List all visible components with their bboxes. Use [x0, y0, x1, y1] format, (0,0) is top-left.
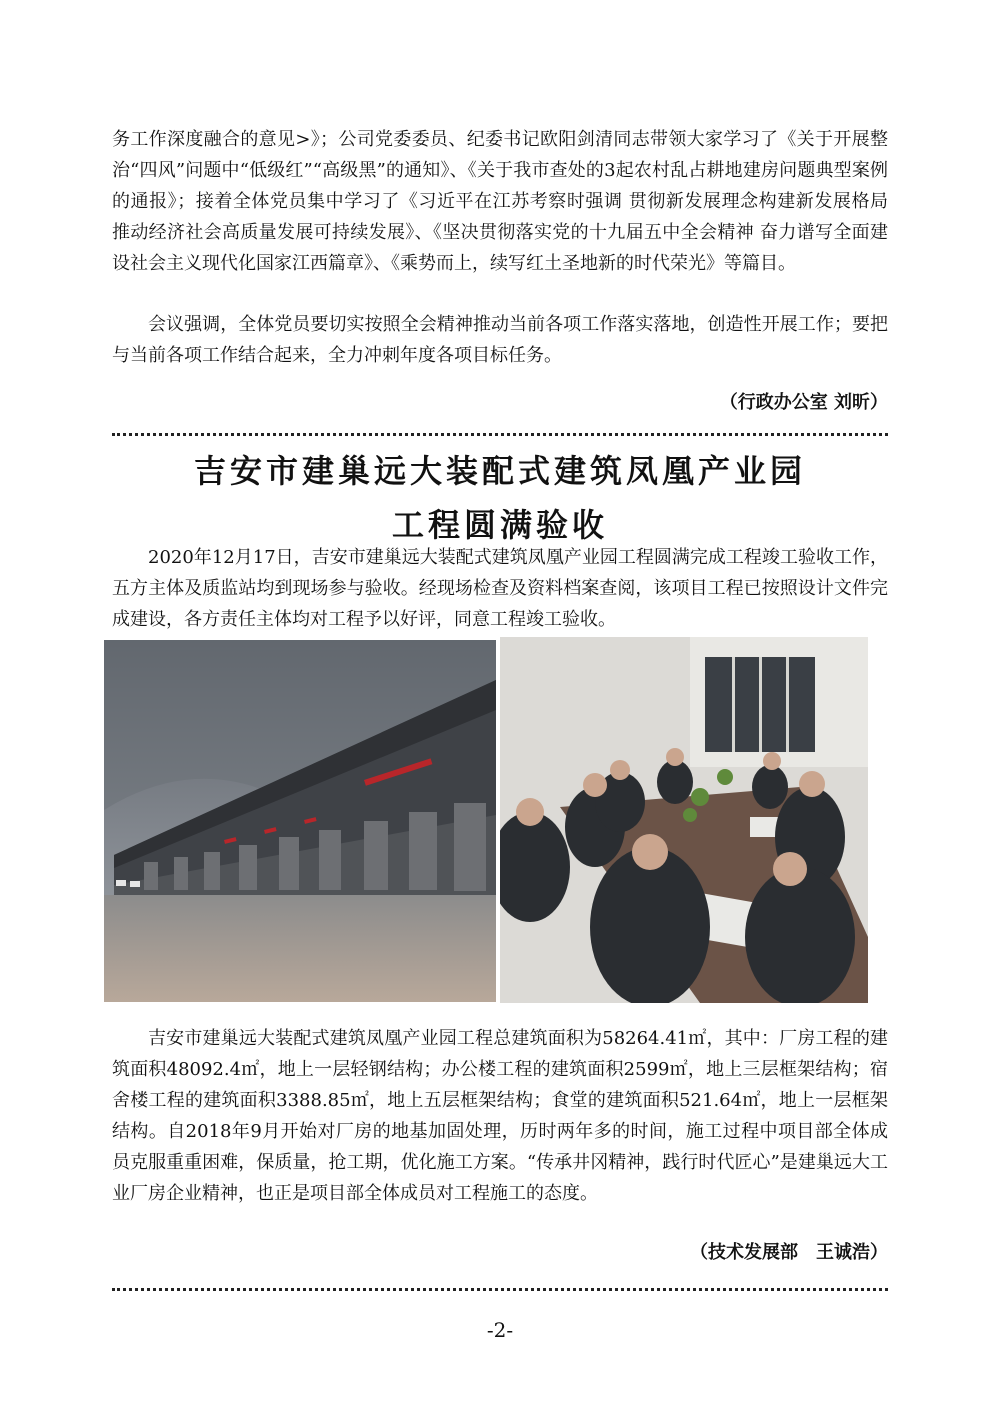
top-article-paragraph-1: 务工作深度融合的意见>》；公司党委委员、纪委书记欧阳剑清同志带领大家学习了《关于开展整治“四风”问题中“低级红”“高级黑”的通知》、《关于我市查处的3起农村乱占耕地建房问题典型案例的通报》；接着全体党员集中学习了《习近平在江苏考察时强调 贯彻新发展理念构建新发展格局 推动经济社会高质量发展可持续发展》、《坚决贯彻落实党的十九届五中全会精神 奋力谱写全面建设社会主义现代化国家江西篇章》、《乘势而上，续写红土圣地新的时代荣光》等篇目。 — [112, 129, 888, 274]
article-paragraph-1: 2020年12月17日，吉安市建巢远大装配式建筑凤凰产业园工程圆满完成工程竣工验收工作，五方主体及质监站均到现场参与验收。经现场检查及资料档案查阅，该项目工程已按照设计文件完成建设，各方责任主体均对工程予以好评，同意工程竣工验收。 — [112, 547, 888, 630]
footer-divider — [112, 1288, 888, 1291]
article-paragraph-2: 吉安市建巢远大装配式建筑凤凰产业园工程总建筑面积为58264.41㎡，其中：厂房工程的建筑面积48092.4㎡，地上一层轻钢结构；办公楼工程的建筑面积2599㎡，地上三层框架结构；宿舍楼工程的建筑面积3388.85㎡，地上五层框架结构；食堂的建筑面积521.64㎡，地上一层框架结构。自2018年9月开始对厂房的地基加固处理，历时两年多的时间，施工过程中项目部全体成员克服重重困难，保质量，抢工期，优化施工方案。“传承井冈精神，践行时代匠心”是建巢远大工业厂房企业精神，也正是项目部全体成员对工程施工的态度。 — [112, 1028, 888, 1204]
top-article-paragraph-2: 会议强调，全体党员要切实按照全会精神推动当前各项工作落实落地，创造性开展工作；要把与当前各项工作结合起来，全力冲刺年度各项目标任务。 — [112, 314, 888, 366]
meeting-room-photo — [500, 637, 868, 1003]
top-article-signature: （行政办公室 刘昕） — [719, 392, 888, 413]
factory-building-photo — [104, 640, 496, 1002]
page-number: -2- — [486, 1318, 514, 1342]
section-divider — [112, 433, 888, 436]
article-title-line-2: 工程圆满验收 — [391, 506, 608, 544]
article-signature: （技术发展部 王诚浩） — [690, 1242, 888, 1263]
article-title-line-1: 吉安市建巢远大装配式建筑凤凰产业园 — [193, 452, 806, 490]
